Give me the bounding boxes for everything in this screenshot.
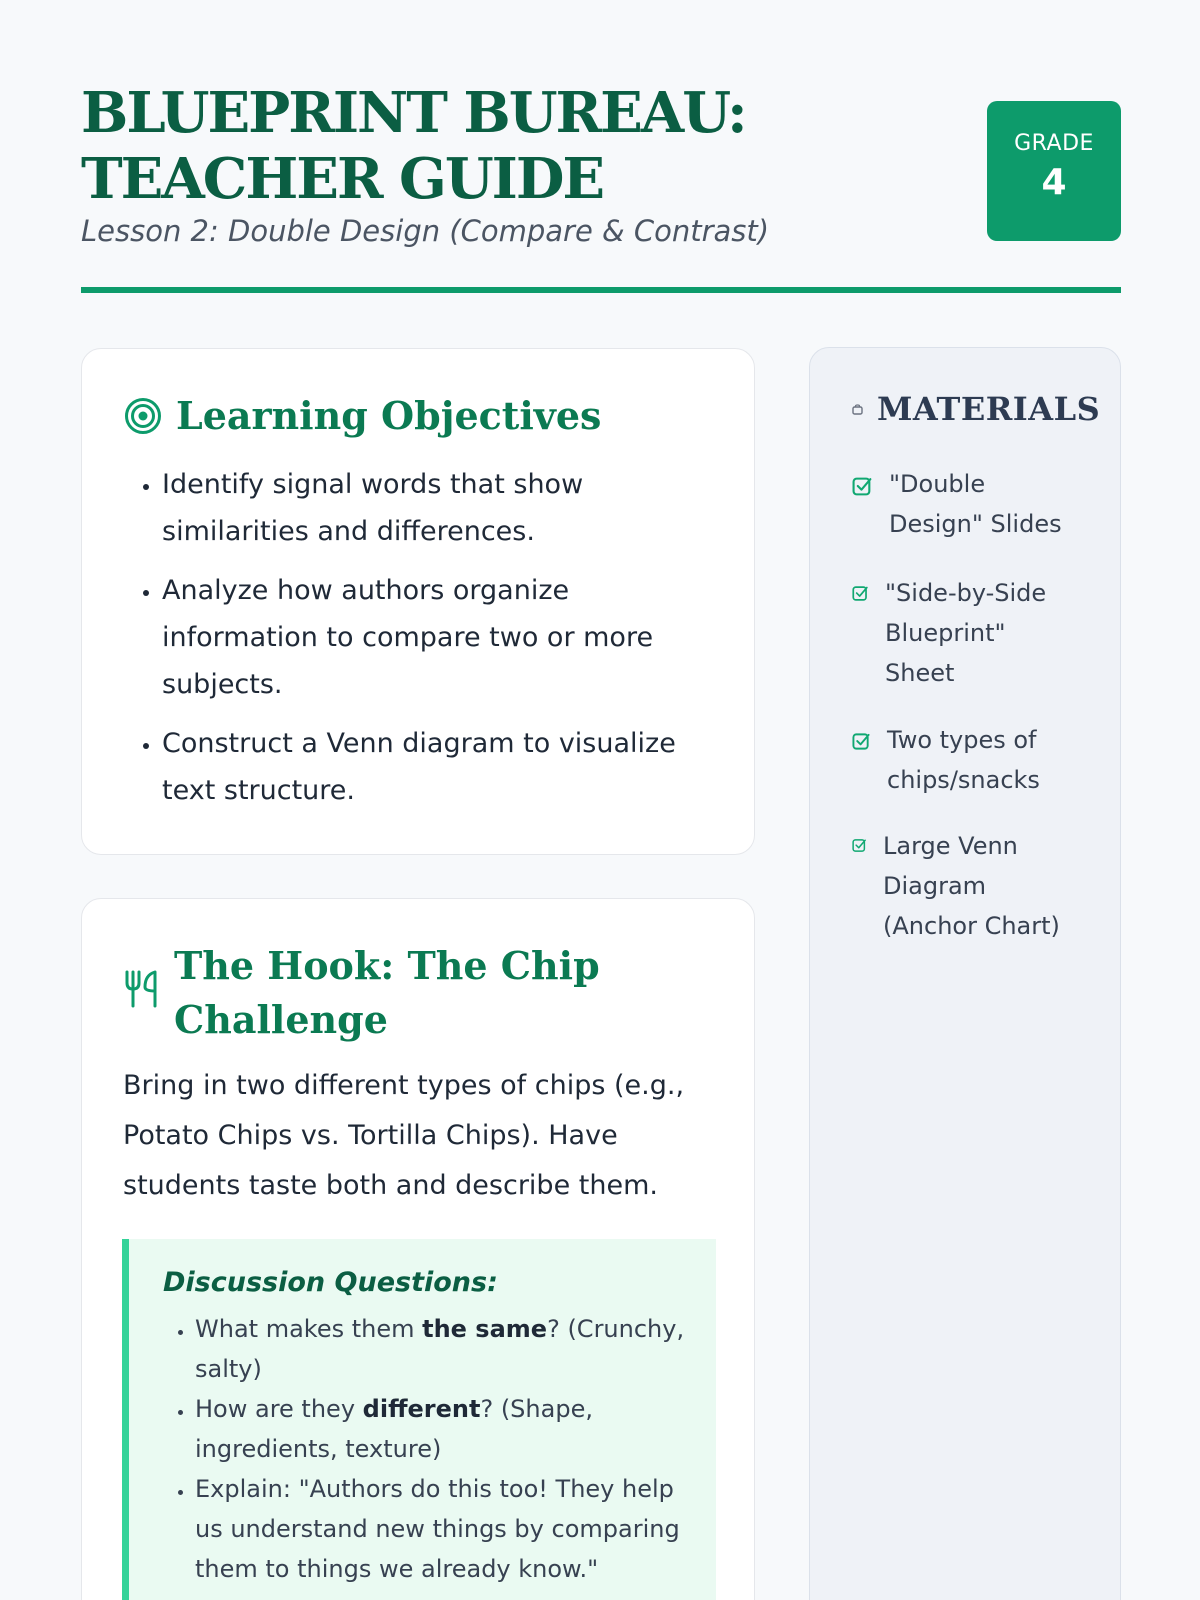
discussion-item: • How are they different? (Shape, ingredients, texture) — [195, 1389, 695, 1469]
utensils-icon — [124, 939, 160, 1009]
objective-item: • Identify signal words that show similarities and differences. — [162, 461, 722, 555]
checkbox-icon — [852, 476, 873, 497]
materials-item-label: "Double Design" Slides — [889, 470, 1062, 538]
discussion-item: • What makes them the same? (Crunchy, salty) — [195, 1309, 695, 1389]
objective-item: • Construct a Venn diagram to visualize text structure. — [162, 720, 722, 814]
discussion-item: • Explain: "Authors do this too! They help us understand new things by comparing them to things we already know." — [195, 1469, 695, 1589]
bag-icon — [852, 404, 863, 415]
materials-item-label: "Side-by-Side Blueprint" Sheet — [885, 579, 1047, 687]
hook-description: Bring in two different types of chips (e.g., Potato Chips vs. Tortilla Chips). Have students taste both and describe them. — [123, 1070, 685, 1201]
materials-item — [852, 464, 1069, 544]
hook-card — [81, 898, 755, 1600]
objectives-title: Learning Objectives — [176, 393, 602, 438]
page-header — [81, 80, 1121, 293]
grade-badge — [987, 101, 1121, 241]
checkbox-icon — [852, 585, 869, 602]
objective-item: • Analyze how authors organize information to compare two or more subjects. — [162, 567, 722, 708]
materials-sidebar — [809, 347, 1121, 1600]
materials-item-label: Large Venn Diagram (Anchor Chart) — [883, 832, 1060, 940]
discussion-box — [122, 1239, 716, 1600]
materials-title: MATERIALS — [877, 390, 1101, 428]
materials-item-label: Two types of chips/snacks — [887, 726, 1040, 794]
checkbox-icon — [852, 732, 871, 751]
materials-item — [852, 720, 1067, 800]
grade-value: 4 — [1041, 162, 1067, 203]
objectives-card — [81, 348, 755, 855]
discussion-title: Discussion Questions: — [163, 1267, 498, 1298]
objectives-header — [124, 389, 601, 443]
checkbox-icon — [852, 838, 867, 853]
materials-header — [852, 390, 1100, 428]
page-title: BLUEPRINT BUREAU: TEACHER GUIDE — [81, 80, 746, 212]
hook-header — [124, 939, 604, 1047]
materials-item — [852, 826, 1073, 946]
target-icon — [124, 397, 162, 435]
materials-item — [852, 573, 1060, 693]
hook-title: The Hook: The Chip Challenge — [174, 943, 600, 1042]
objectives-list — [162, 461, 722, 826]
page-subtitle: Lesson 2: Double Design (Compare & Contrast) — [81, 214, 770, 248]
grade-label: GRADE — [1014, 131, 1094, 156]
discussion-list — [195, 1309, 695, 1589]
